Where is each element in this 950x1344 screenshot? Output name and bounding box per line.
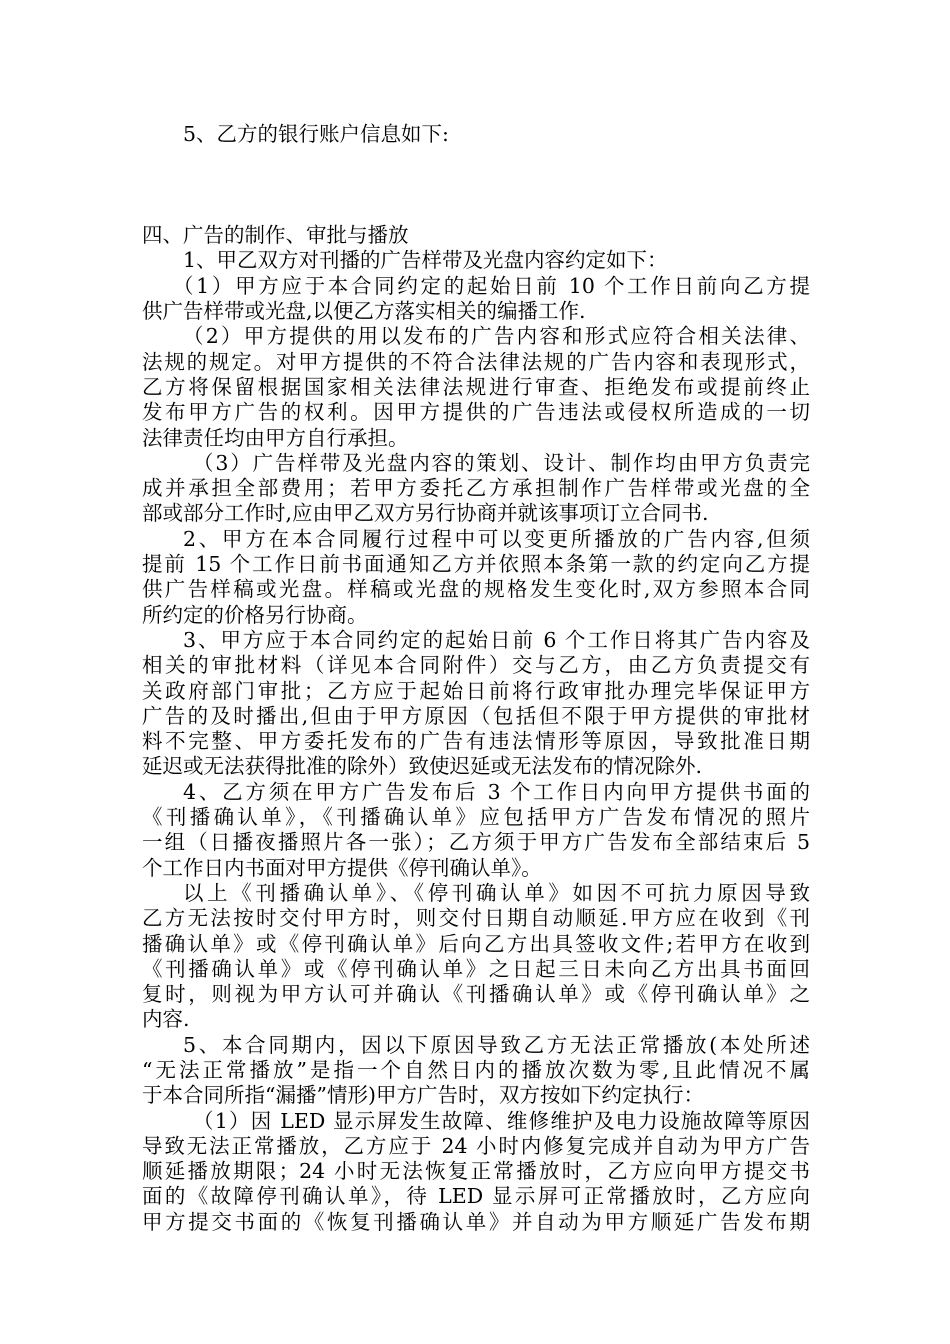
- para-4b-line-3: 播确认单》或《停刊确认单》后向乙方出具签收文件;若甲方在收到: [142, 931, 810, 956]
- para-3-line-6: 延迟或无法获得批准的除外）致使迟延或无法发布的情况除外.: [142, 754, 703, 779]
- para-1-2-line-2: 法规的规定。对甲方提供的不符合法律法规的广告内容和表现形式，: [142, 349, 810, 374]
- para-1-3-line-2: 成并承担全部费用；若甲方委托乙方承担制作广告样带或光盘的全: [142, 476, 810, 501]
- para-4b-line-4: 《刊播确认单》或《停刊确认单》之日起三日未向乙方出具书面回: [142, 956, 810, 981]
- para-4b-line-1: 以上《刊播确认单》、《停刊确认单》如因不可抗力原因导致: [183, 880, 810, 905]
- para-1-3-line-3: 部或部分工作时,应由甲乙双方另行协商并就该事项订立合同书.: [142, 501, 709, 526]
- para-4b-line-5: 复时，则视为甲方认可并确认《刊播确认单》或《停刊确认单》之: [142, 982, 810, 1007]
- para-3-line-4: 广告的及时播出,但由于甲方原因（包括但不限于甲方提供的审批材: [142, 703, 810, 728]
- para-1-line-1: 1、甲乙双方对刊播的广告样带及光盘内容约定如下：: [183, 248, 668, 273]
- bank-row: [142, 173, 810, 198]
- para-5-line-3: 于本合同所指“漏播”情形)甲方广告时，双方按如下约定执行：: [142, 1083, 704, 1108]
- para-3-line-1: 3、甲方应于本合同约定的起始日前 6 个工作日将其广告内容及: [183, 627, 810, 652]
- bank-info-heading: 5、乙方的银行账户信息如下:: [183, 122, 449, 146]
- document-body: [142, 122, 810, 1235]
- para-4b-line-6: 内容.: [142, 1007, 190, 1032]
- para-4-line-1: 4、乙方须在甲方广告发布后 3 个工作日内向甲方提供书面的: [183, 779, 810, 804]
- section-title: 四、广告的制作、审批与播放: [142, 223, 409, 248]
- para-2-line-4: 所约定的价格另行协商。: [142, 602, 368, 627]
- para-5-line-2: “无法正常播放”是指一个自然日内的播放次数为零,且此情况不属: [142, 1057, 810, 1082]
- para-5-1-line-1: （1）因 LED 显示屏发生故障、维修维护及电力设施故障等原因: [193, 1108, 810, 1133]
- para-2-line-3: 供广告样稿或光盘。样稿或光盘的规格发生变化时,双方参照本合同: [142, 577, 810, 602]
- para-1-1-line-2: 供广告样带或光盘,以便乙方落实相关的编播工作.: [142, 299, 586, 324]
- para-1-2-line-3: 乙方将保留根据国家相关法律法规进行审查、拒绝发布或提前终止: [142, 374, 810, 399]
- account-no-row: [142, 198, 810, 223]
- account-name-row: [142, 147, 810, 172]
- para-1-2-line-1: （2）甲方提供的用以发布的广告内容和形式应符合相关法律、: [183, 324, 810, 349]
- para-1-2-line-5: 法律责任均由甲方自行承担。: [142, 425, 409, 450]
- para-3-line-2: 相关的审批材料（详见本合同附件）交与乙方，由乙方负责提交有: [142, 653, 810, 678]
- para-5-1-line-2: 导致无法正常播放，乙方应于 24 小时内修复完成并自动为甲方广告: [142, 1133, 810, 1158]
- para-4-line-3: 一组（日播夜播照片各一张）；乙方须于甲方广告发布全部结束后 5: [142, 830, 810, 855]
- para-5-1-line-4: 面的《故障停刊确认单》，待 LED 显示屏可正常播放时，乙方应向: [142, 1184, 810, 1209]
- para-5-1-line-3: 顺延播放期限；24 小时无法恢复正常播放时，乙方应向甲方提交书: [142, 1159, 810, 1184]
- para-1-1-line-1: （1）甲方应于本合同约定的起始日前 10 个工作日前向乙方提: [173, 273, 810, 298]
- para-4-line-2: 《刊播确认单》，《刊播确认单》应包括甲方广告发布情况的照片: [142, 805, 810, 830]
- para-4-line-4: 个工作日内书面对甲方提供《停刊确认单》。: [142, 855, 542, 880]
- para-4b-line-2: 乙方无法按时交付甲方时，则交付日期自动顺延.甲方应在收到《刊: [142, 906, 810, 931]
- para-2-line-2: 提前 15 个工作日前书面通知乙方并依照本条第一款的约定向乙方提: [142, 552, 810, 577]
- para-3-line-3: 关政府部门审批；乙方应于起始日前将行政审批办理完毕保证甲方: [142, 678, 810, 703]
- para-5-1-line-5: 甲方提交书面的《恢复刊播确认单》并自动为甲方顺延广告发布期: [142, 1209, 810, 1234]
- para-3-line-5: 料不完整、甲方委托发布的广告有违法情形等原因，导致批准日期: [142, 729, 810, 754]
- para-2-line-1: 2、甲方在本合同履行过程中可以变更所播放的广告内容,但须: [183, 526, 810, 551]
- para-5-line-1: 5、本合同期内，因以下原因导致乙方无法正常播放(本处所述: [183, 1032, 810, 1057]
- para-1-3-line-1: （3）广告样带及光盘内容的策划、设计、制作均由甲方负责完: [193, 450, 810, 475]
- para-1-2-line-4: 发布甲方广告的权利。因甲方提供的广告违法或侵权所造成的一切: [142, 400, 810, 425]
